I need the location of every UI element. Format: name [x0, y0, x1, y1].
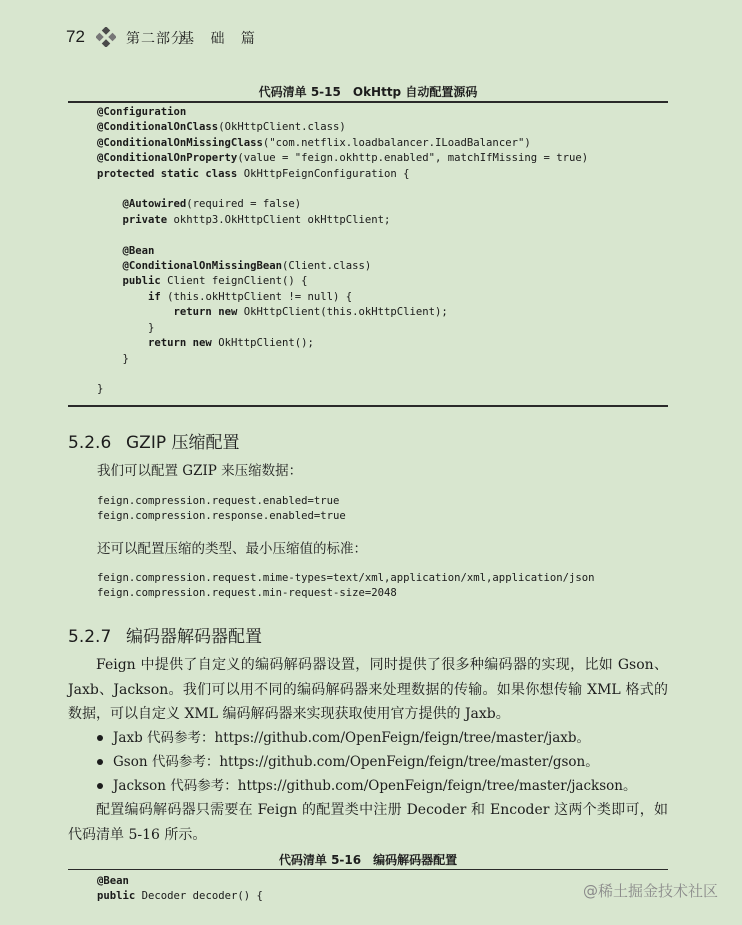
bullet-icon: [97, 735, 103, 741]
list-item: [97, 774, 636, 798]
code-line: [97, 121, 346, 133]
code-text: (OkHttpClient.class): [218, 121, 346, 134]
part-label: 第二部分: [126, 31, 186, 47]
code-line: [97, 260, 371, 272]
section-heading-5-2-7: [68, 622, 262, 647]
listing-caption: 代码清单 5-15 OkHttp 自动配置源码: [258, 85, 478, 99]
code-line: [97, 306, 448, 318]
code-keyword: public: [97, 890, 136, 903]
code-keyword: return new: [173, 306, 238, 319]
code-line: feign.compression.request.min-request-size=2048: [97, 587, 397, 600]
code-line: feign.compression.request.enabled=true: [97, 495, 340, 507]
code-text: okhttp3.OkHttpClient okHttpClient;: [167, 213, 391, 226]
list-item-text: Jackson 代码参考：https://github.com/OpenFeign/feign/tree/master/jackson。: [113, 778, 637, 794]
listing-bottom-rule: [68, 405, 668, 407]
code-text: Client feignClient() {: [160, 275, 308, 288]
listing-top-rule: [68, 869, 668, 870]
page-number: 72: [66, 27, 85, 46]
code-line: [97, 245, 154, 257]
code-line: [97, 383, 103, 395]
code-annotation: @Bean: [97, 875, 129, 887]
bullet-icon: [97, 783, 103, 789]
code-annotation: @ConditionalOnMissingBean: [122, 260, 282, 273]
code-annotation: @Bean: [122, 244, 155, 257]
paragraph: 还可以配置压缩的类型、最小压缩值的标准：: [97, 541, 367, 557]
code-text: Decoder decoder() {: [135, 890, 263, 903]
code-line: [97, 275, 308, 287]
code-text: (Client.class): [281, 260, 372, 273]
bullet-icon: [97, 759, 103, 765]
code-line: [97, 106, 186, 118]
watermark: @稀土掘金技术社区: [582, 882, 718, 900]
paragraph: 配置编码解码器只需要在 Feign 的配置类中注册 Decoder 和 Encoder 这两个类即可，如代码清单 5-16 所示。: [68, 802, 668, 843]
code-text: OkHttpFeignConfiguration {: [237, 167, 410, 180]
code-annotation: @Autowired: [122, 198, 187, 211]
code-line: feign.compression.response.enabled=true: [97, 510, 346, 523]
code-keyword: return new: [148, 337, 212, 350]
list-item: [97, 750, 636, 774]
code-keyword: private: [122, 213, 168, 226]
paragraph: Feign 中提供了自定义的编码解码器设置，同时提供了很多种编码器的实现，比如 Gson、Jaxb、Jackson。我们可以用不同的编码解码器来处理数据的传输。如果你想传输 XML 格式的数据，可以自定义 XML 编码解码器来实现获取使用官方提供的 Jaxb。: [68, 657, 668, 722]
code-line: feign.compression.request.mime-types=text/xml,application/xml,application/json: [97, 572, 595, 584]
code-text: }: [97, 383, 104, 396]
code-text: }: [148, 321, 155, 334]
code-text: (this.okHttpClient != null) {: [160, 290, 353, 303]
code-line: [97, 875, 129, 887]
list-item: [97, 726, 636, 750]
code-text: ("com.netflix.loadbalancer.ILoadBalancer"): [262, 136, 531, 149]
paragraph: 我们可以配置 GZIP 来压缩数据：: [97, 463, 303, 479]
code-text: (value = "feign.okhttp.enabled", matchIfMissing = true): [237, 152, 589, 165]
listing-caption: 代码清单 5-16 编码解码器配置: [278, 853, 458, 867]
code-annotation: @ConditionalOnClass: [97, 121, 219, 134]
code-gzip-types: [97, 571, 594, 602]
code-line: [97, 322, 154, 334]
list-item-text: Gson 代码参考：https://github.com/OpenFeign/feign/tree/master/gson。: [113, 754, 599, 770]
code-text: OkHttpClient();: [211, 337, 314, 350]
section-title: 编码器解码器配置: [126, 627, 262, 647]
code-listing-okhttp: [97, 105, 588, 398]
body-paragraph: [68, 653, 668, 727]
section-number: 5.2.6: [68, 433, 112, 453]
code-listing-decoder: [97, 874, 263, 905]
section-title: GZIP 压缩配置: [126, 433, 240, 453]
code-annotation: @Configuration: [97, 106, 187, 118]
section-number: 5.2.7: [68, 627, 112, 647]
code-text: }: [122, 352, 129, 365]
code-text: OkHttpClient(this.okHttpClient);: [237, 306, 448, 319]
code-line: [97, 353, 129, 365]
body-paragraph: [68, 798, 668, 847]
section-heading-5-2-6: [68, 428, 240, 453]
code-text: (required = false): [186, 198, 302, 211]
diamond-ornament-icon: [96, 27, 116, 47]
listing-top-rule: [68, 101, 668, 103]
code-line: [97, 198, 301, 210]
code-line: [97, 137, 531, 149]
code-keyword: protected static class: [97, 167, 238, 180]
code-line: [97, 214, 390, 226]
code-line: [97, 337, 314, 349]
code-annotation: @ConditionalOnProperty: [97, 152, 238, 165]
part-title: 基 础 篇: [180, 31, 261, 47]
code-line: [97, 890, 263, 902]
code-line: [97, 291, 352, 303]
code-gzip-enable: [97, 494, 346, 525]
code-keyword: if: [148, 290, 161, 303]
code-line: [97, 152, 588, 164]
code-annotation: @ConditionalOnMissingClass: [97, 136, 263, 149]
reference-list: [97, 726, 636, 798]
code-line: [97, 168, 410, 180]
list-item-text: Jaxb 代码参考：https://github.com/OpenFeign/feign/tree/master/jaxb。: [113, 730, 591, 746]
code-keyword: public: [122, 275, 161, 288]
